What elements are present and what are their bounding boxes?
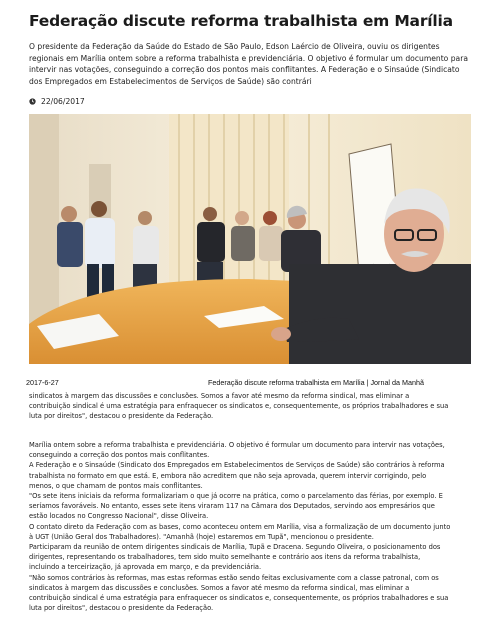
body-line: "Os sete itens iniciais da reforma formalizariam o que já ocorre na prática, como o parcelamento das férias, por exemplo. E xyxy=(29,492,443,501)
body-line: contribuição sindical é uma estratégia para enfraquecer os sindicatos e, consequentemente, os próprios trabalhadores e sua xyxy=(29,594,449,603)
body-line: luta por direitos", destacou o presidente da Federação. xyxy=(29,604,214,613)
article-fragment-bottom xyxy=(29,440,474,613)
body-line: Participaram da reunião de ontem dirigentes sindicais de Marília, Tupã e Dracena. Segundo Oliveira, o posicionamento dos xyxy=(29,543,441,552)
body-line: sindicatos à margem das discussões e conclusões. Somos a favor até mesmo da reforma sindical, mas eliminar a xyxy=(29,392,410,400)
clipping-caption-row xyxy=(26,378,474,388)
meeting-photo xyxy=(29,114,471,364)
body-line: sindicatos à margem das discussões e conclusões. Somos a favor até mesmo da reforma sindical, mas eliminar a xyxy=(29,583,410,592)
body-line: "Não somos contrários às reformas, mas estas reformas estão sendo feitas exclusivamente com a classe patronal, com os xyxy=(29,573,439,582)
article-fragment-top xyxy=(29,391,474,422)
body-line: estão locados no Congresso Nacional", disse Oliveira. xyxy=(29,512,209,521)
article-photo xyxy=(29,114,471,364)
article-date: 22/06/2017 xyxy=(41,96,85,106)
clipping-caption: Federação discute reforma trabalhista em Marília | Jornal da Manhã xyxy=(208,378,424,387)
body-line: luta por direitos", destacou o presidente da Federação. xyxy=(29,412,214,421)
body-line: à UGT (União Geral dos Trabalhadores). "Amanhã (hoje) estaremos em Tupã", mencionou o presidente. xyxy=(29,532,374,541)
body-line: contribuição sindical é uma estratégia para enfraquecer os sindicatos e, consequentemente, os próprios trabalhadores e sua xyxy=(29,402,449,411)
body-line: menos, o que chamam de pontos mais conflitantes. xyxy=(29,481,203,490)
body-line: incluindo a terceirização, já aprovada em março, e da previdenciária. xyxy=(29,563,262,572)
body-line: O contato direto da Federação com as bases, como aconteceu ontem em Marília, visa a formalização de um documento junto xyxy=(29,522,451,531)
body-line: seríamos favoráveis. No entanto, esses sete itens viraram 117 na Câmara dos Deputados, servindo aos empresários que xyxy=(29,502,435,511)
body-line: Marília ontem sobre a reforma trabalhista e previdenciária. O objetivo é formular um documento para intervir nas votações, xyxy=(29,441,445,449)
body-line: trabalhista no formato em que está. E, embora não acreditem que não seja aprovada, querem intervir corrigindo, pelo xyxy=(29,471,427,480)
clipping-date: 2017-6-27 xyxy=(26,378,59,387)
article-lead: O presidente da Federação da Saúde do Estado de São Paulo, Edson Laércio de Oliveira, ouviu os dirigentes regionais em Marília ontem sobre a reforma trabalhista e previdenciária. O objetivo é formular um documento para intervir nas votações, conseguindo a correção dos pontos mais conflitantes. A Federação e o Sinsaúde (Sindicato dos Empregados em Estabelecimentos de Serviços de Saúde) são contrári xyxy=(29,42,468,86)
article-date-row xyxy=(29,96,85,106)
body-line: conseguindo a correção dos pontos mais conflitantes. xyxy=(29,451,210,460)
article-title: Federação discute reforma trabalhista em Marília xyxy=(29,12,453,30)
body-line: A Federação e o Sinsaúde (Sindicato dos Empregados em Estabelecimentos de Serviços de Saúde) são contrários à reforma xyxy=(29,461,445,470)
clock-icon xyxy=(29,98,36,105)
body-line: dirigentes, representando os trabalhadores, tem sido muito semelhante e contrário aos itens da reforma trabalhista, xyxy=(29,553,421,562)
